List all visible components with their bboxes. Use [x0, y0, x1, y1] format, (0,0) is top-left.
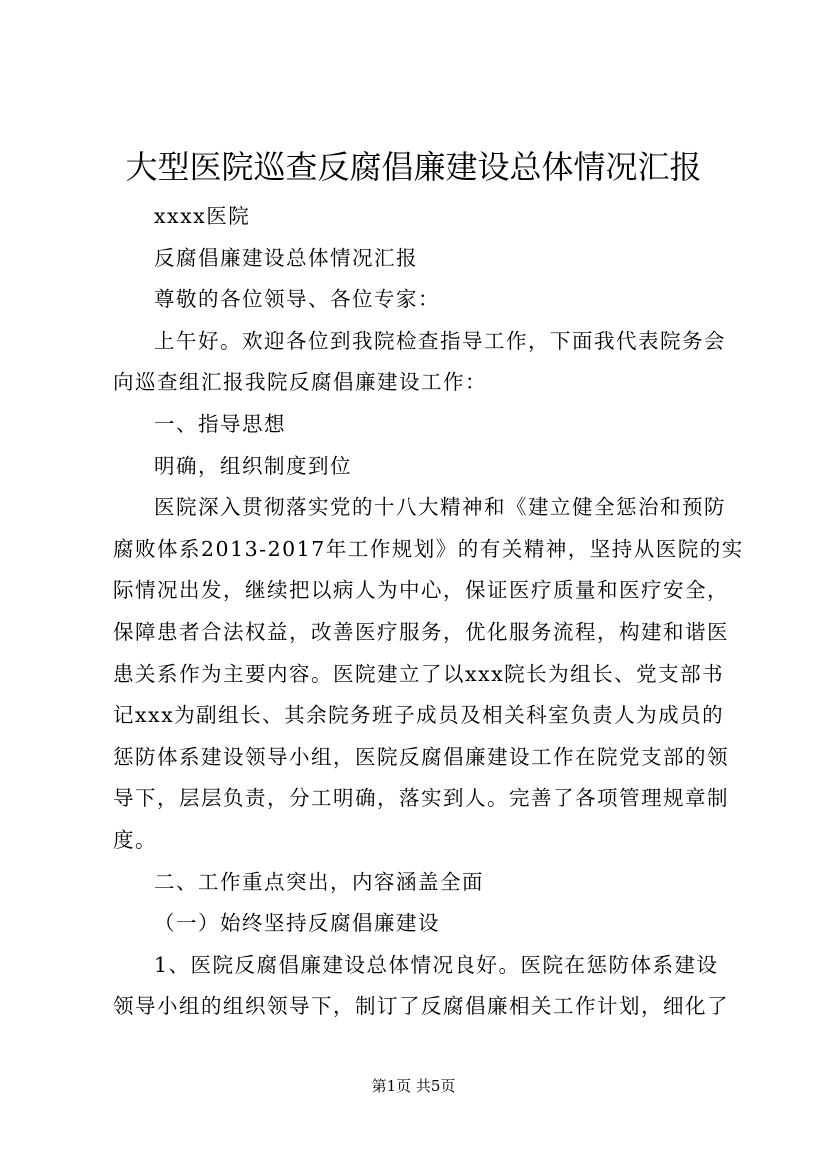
body-line: xxxx医院	[154, 204, 251, 228]
body-line: 尊敬的各位领导、各位专家：	[154, 287, 440, 312]
body-line: 反腐倡廉建设总体情况汇报	[154, 245, 418, 270]
page-footer: 第1页 共5页	[371, 1077, 456, 1095]
body-line: 上午好。欢迎各位到我院检查指导工作，下面我代表院务会	[154, 328, 726, 353]
body-line: 腐败体系2013-2017年工作规划》的有关精神，坚持从医院的实	[113, 536, 744, 561]
body-line: （一）始终坚持反腐倡廉建设	[154, 911, 440, 936]
body-line: 惩防体系建设领导小组，医院反腐倡廉建设工作在院党支部的领	[113, 744, 729, 769]
body-line: 导下，层层负责，分工明确，落实到人。完善了各项管理规章制	[113, 786, 729, 811]
body-line: 1、医院反腐倡廉建设总体情况良好。医院在惩防体系建设	[154, 952, 719, 977]
body-line: 医院深入贯彻落实党的十八大精神和《建立健全惩治和预防	[154, 495, 726, 520]
document-title: 大型医院巡查反腐倡廉建设总体情况汇报	[125, 148, 702, 186]
document-body	[113, 196, 744, 1028]
body-line: 向巡查组汇报我院反腐倡廉建设工作：	[113, 370, 487, 395]
body-line: 记xxx为副组长、其余院务班子成员及相关科室负责人为成员的	[113, 703, 725, 728]
body-line: 明确，组织制度到位	[154, 453, 352, 478]
body-line: 一、指导思想	[154, 411, 286, 436]
body-line: 保障患者合法权益，改善医疗服务，优化服务流程，构建和谐医	[113, 619, 729, 644]
body-line: 际情况出发，继续把以病人为中心，保证医疗质量和医疗安全，	[113, 578, 729, 603]
body-line: 度。	[113, 827, 157, 852]
body-line: 领导小组的组织领导下，制订了反腐倡廉相关工作计划，细化了	[113, 994, 729, 1019]
body-line: 患关系作为主要内容。医院建立了以xxx院长为组长、党支部书	[113, 661, 725, 686]
body-line: 二、工作重点突出，内容涵盖全面	[154, 869, 484, 894]
